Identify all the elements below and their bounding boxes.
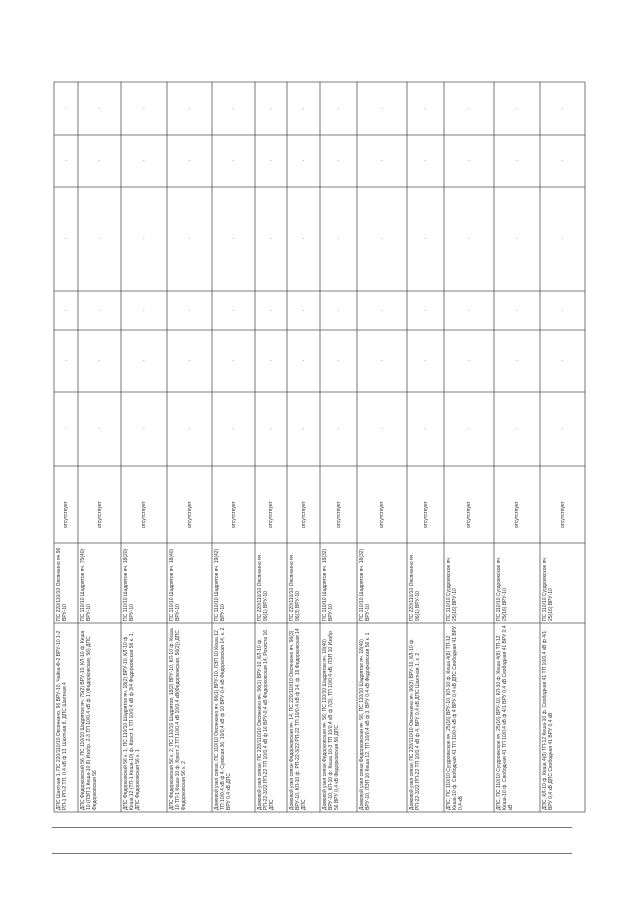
empty-cell-dash: -	[516, 426, 518, 432]
empty-cell-dash: -	[302, 426, 305, 432]
empty-cell-dash: -	[561, 158, 564, 164]
empty-cell-dash: -	[381, 358, 383, 364]
empty-cell-dash: -	[337, 426, 340, 432]
empty-cell-dash: -	[143, 426, 145, 432]
empty-cell-dash: -	[98, 358, 101, 364]
row-status: отсутствует	[514, 501, 520, 528]
row-status: отсутствует	[96, 501, 103, 528]
empty-cell-dash: -	[468, 307, 470, 314]
empty-cell-dash: -	[424, 358, 427, 364]
row-source: ПС 110/10 Шадрятов яч. 18(40) ВРУ-10	[169, 548, 181, 621]
row-description: ДПС Федорковский 56, ПС 110/10 Шадрятов яч. 75(2) ВРУ-10, КЛ-10 ф. Кеша 10 (ЛЭП 1 Кеша-10 8) Изобр. 2-3 ТП 10/0,4 кВ ф 1 (Федорковская, 56) ДПС Федорковская 56	[80, 630, 98, 810]
row-description: Домовой узел связи Федорковская яч. 56, ПС 110/10 Шадрятов яч. 18(40) ВРУ-10, ЛЭП 10 Кеша 12, ТП 10/0,4 кВ ф 3, ВРУ 0,4 кВ Федорковская 56 к. 1	[359, 632, 371, 810]
empty-cell-dash: -	[302, 358, 305, 364]
empty-cell-dash: -	[516, 358, 518, 364]
empty-cell-dash: -	[561, 307, 564, 314]
empty-cell-dash: -	[232, 307, 235, 314]
empty-cell-dash: -	[337, 236, 340, 242]
empty-cell-dash: -	[468, 158, 470, 164]
empty-cell-dash: -	[232, 236, 235, 242]
empty-cell-dash: -	[302, 158, 305, 164]
empty-cell-dash: -	[98, 236, 101, 242]
empty-cell-dash: -	[516, 158, 518, 164]
row-status: отсутствует	[186, 501, 193, 528]
empty-cell-dash: -	[65, 158, 67, 164]
empty-cell-dash: -	[232, 358, 235, 364]
empty-cell-dash: -	[516, 307, 518, 314]
empty-cell-dash: -	[337, 307, 340, 314]
empty-cell-dash: -	[302, 236, 305, 242]
empty-cell-dash: -	[143, 105, 145, 112]
row-source: ПС 110/10 Сугдровкское яч. 25(16) ВРУ-10	[542, 556, 554, 621]
empty-cell-dash: -	[381, 307, 383, 314]
row-source: ПС 110/10 Шадрятов яч. 18(32) ВРУ-10	[359, 548, 371, 621]
empty-cell-dash: -	[65, 236, 67, 242]
row-description: Домовой узел связи, ПС 220/110/10 Овсянкино яч. 96(3) ВРУ-10, КЛ-10 ф. РП-22-3/22 РП-22 ТП 10/0,4 кВ ф 4, ВРУ 0,4 кВ ДПС Шахтная 1, к. 2	[409, 638, 421, 810]
empty-cell-dash: -	[232, 426, 235, 432]
empty-cell-dash: -	[270, 236, 272, 242]
empty-cell-dash: -	[270, 307, 272, 314]
empty-cell-dash: -	[468, 105, 470, 112]
empty-cell-dash: -	[424, 426, 427, 432]
row-source: ПС 110/10 Шадрятов яч. 19(42) ВРУ-10	[214, 548, 226, 621]
row-description: ДПС, ПС 110/10 Сугдровкское яч. 25(16) ВРУ-10, КЛ-10 ф. Кеша 4(8) ТП-12 Кеша-10 ф. Свободная 41 ТП 10/0,4 кВ ф 4 ВРУ 0,4 кВ ДПС Свободная 41 ВРУ 0,4 кВ	[446, 625, 464, 810]
empty-cell-dash: -	[337, 358, 340, 364]
empty-cell-dash: -	[424, 236, 427, 242]
empty-cell-dash: -	[188, 358, 191, 364]
empty-cell-dash: -	[188, 307, 191, 314]
empty-cell-dash: -	[270, 358, 272, 364]
row-description: ДПС Шахтная 1, ПС 220/110/10 Овсянкино, 96 ВРУ-10, Чайка-Ф-2 ВРУ-10 1-2 РП-1 РП-2 ТП, 0,4 кВ ф 13, Шахтная 8, ДПС Шахтная 4	[56, 630, 68, 810]
empty-cell-dash: -	[143, 358, 145, 364]
row-source: ПС 110/10 Сугдровкское яч. 25(16) ВРУ-10	[446, 556, 458, 621]
empty-cell-dash: -	[143, 236, 145, 242]
empty-cell-dash: -	[270, 158, 272, 164]
empty-cell-dash: -	[561, 105, 564, 112]
empty-cell-dash: -	[424, 105, 427, 112]
empty-cell-dash: -	[188, 236, 191, 242]
empty-cell-dash: -	[98, 158, 101, 164]
row-description: ДПС Федорковская 56 к. 2, ПС 110/10 Шадрятов, 18(2) ВРУ-10, КЛ-10 ф. Кеша 10 ТП-1 Кеша-10 ф. Крест 2 ТП 10/0,4 кВ 10/0,4 кВ(Федорковская, 56(2)) ДПС Федорковская 56 к. 2	[169, 628, 187, 810]
empty-cell-dash: -	[468, 358, 470, 364]
empty-cell-dash: -	[516, 236, 518, 242]
row-description: Домовой узел связи, ПС 220/110/10 Овсянкино яч. 96(1) ВРУ-10, КЛ-10 ф. РП-22-3/22 РП-22 ТП 10/0,4 кВ ф 16 ВРУ-0,4 кВ Федорковская 14, Рохиста 16 ДПС	[257, 629, 275, 810]
empty-cell-dash: -	[516, 105, 518, 112]
row-description: Домовой узел связи, ПС 110/10 Овсянкино яч. 96(1) ВРУ-10, ЛЭП 10 Кеша 12, ТП 10/0,4 кВ ф 4, Сумская 36, 10/0,4 кВ ф 10 ВРУ-0,4 кВ Федорковская 14, к. 2 ВРУ 0,4 кВ ДПС	[214, 627, 232, 810]
empty-cell-dash: -	[381, 105, 383, 112]
empty-cell-dash: -	[188, 158, 191, 164]
footer-rule-bottom	[52, 853, 572, 854]
empty-cell-dash: -	[143, 158, 145, 164]
empty-cell-dash: -	[337, 158, 340, 164]
empty-cell-dash: -	[98, 307, 101, 314]
row-description: ДПС, КЛ-10 ф. Кеша 4(8) ТП-12 Кеша-10 ф. Свободная 41 ТП 10/0,4 кВ ф 4/1 ВРУ 0,4 кВ ДПС Свободная 41 ВРУ 0,4 кВ	[542, 630, 554, 810]
row-source: ПС 220/110/10 Овсянкино яч. 96(1) ВРУ-10	[257, 553, 269, 621]
empty-cell-dash: -	[337, 105, 340, 112]
empty-cell-dash: -	[98, 105, 101, 112]
empty-cell-dash: -	[98, 426, 101, 432]
row-status: отсутствует	[335, 501, 342, 528]
row-status: отсутствует	[300, 501, 307, 528]
row-source: ПС 220/110/10 Овсянкино яч 96 ВРУ-10	[56, 547, 68, 621]
empty-cell-dash: -	[468, 236, 470, 242]
empty-cell-dash: -	[561, 358, 564, 364]
empty-cell-dash: -	[65, 307, 67, 314]
empty-cell-dash: -	[65, 358, 67, 364]
empty-cell-dash: -	[302, 307, 305, 314]
empty-cell-dash: -	[424, 158, 427, 164]
empty-cell-dash: -	[561, 426, 564, 432]
row-status: отсутствует	[559, 501, 566, 528]
row-source: ПС 220/110/10 Овсянкино яч. 96(1) ВРУ-10	[409, 553, 421, 621]
footer-rule-top	[52, 827, 572, 828]
empty-cell-dash: -	[302, 105, 305, 112]
row-status: отсутствует	[466, 501, 472, 528]
empty-cell-dash: -	[424, 307, 427, 314]
empty-cell-dash: -	[561, 236, 564, 242]
empty-cell-dash: -	[468, 426, 470, 432]
row-source: ПС 110/10 Шадрятов яч. 18(32) ВРУ-10	[322, 548, 334, 621]
empty-cell-dash: -	[381, 426, 383, 432]
empty-cell-dash: -	[188, 426, 191, 432]
row-status: отсутствует	[268, 501, 274, 528]
empty-cell-dash: -	[270, 426, 272, 432]
row-description: ДПС Федорковский 56 к. 1, ПС 110/10 Шадрятов яч. 18(2) ВРУ-10, КЛ-10 ф. Кеша 12 (ТП-1 Кеша-10) ф. Крест 1 ТП 10/0,4 кВ ф 3/4 Федорковская 56 к. 1, ДПС Федорковская 56 к. 1	[123, 632, 141, 810]
row-status: отсутствует	[230, 501, 237, 528]
row-description: Домовой узел связи Федорковская яч. 56, ПС 110/10 Шадрятов яч. 18(40) ВРУ-10, КЛ-10 ф. Кеша 10-3 ТП 10/0,4 кВ ф 7(3), ТП 10/0,4 кВ, ЛЭП 10 Изобр. 56 ВРУ 0,4 кВ Федорковская 56 ДПС	[322, 629, 340, 810]
empty-cell-dash: -	[381, 236, 383, 242]
row-status: отсутствует	[422, 501, 429, 528]
row-source: ПС 110/10 Сугдровкское яч. 25(16) ВРУ-10	[496, 556, 508, 621]
empty-cell-dash: -	[143, 307, 145, 314]
empty-cell-dash: -	[65, 426, 67, 432]
row-status: отсутствует	[379, 501, 385, 528]
row-source: ПС 110/10 Шадрятов яч. 75(40) ВРУ-10	[80, 548, 92, 621]
empty-cell-dash: -	[270, 105, 272, 112]
empty-cell-dash: -	[232, 158, 235, 164]
row-source: ПС 220/110/10 Овсянкино яч. 96(3) ВРУ-10	[289, 553, 301, 621]
row-description: ДПС, ПС 110/10 Сугдровкское яч. 25(16) ВРУ-10, КЛ-10 ф. Кеша 4(8) ТП-12 Кеша-10 ф. Свободная 41 ТП 10/0,4 кВ ф 4/1 ВРУ 0,4 кВ Свободная 41 ВРУ 0,4 кВ	[496, 625, 514, 810]
empty-cell-dash: -	[381, 158, 383, 164]
row-status: отсутствует	[141, 501, 147, 528]
row-source: ПС 110/10 Шадрятов яч. 18(20) ВРУ-10	[123, 548, 135, 621]
empty-cell-dash: -	[188, 105, 191, 112]
row-status: отсутствует	[63, 501, 69, 528]
empty-cell-dash: -	[65, 105, 67, 112]
empty-cell-dash: -	[232, 105, 235, 112]
row-description: Домовой узел связи Федорковская яч. 14, ПС 220/110/10 Овсянкино яч. 96(3) ВРУ-10, КЛ-10 ф. РП-22-3/22 РП-22 ТП 10/0,4 кВ ф 14, ф. 19 Федорковская 14 ДПС	[289, 628, 307, 810]
